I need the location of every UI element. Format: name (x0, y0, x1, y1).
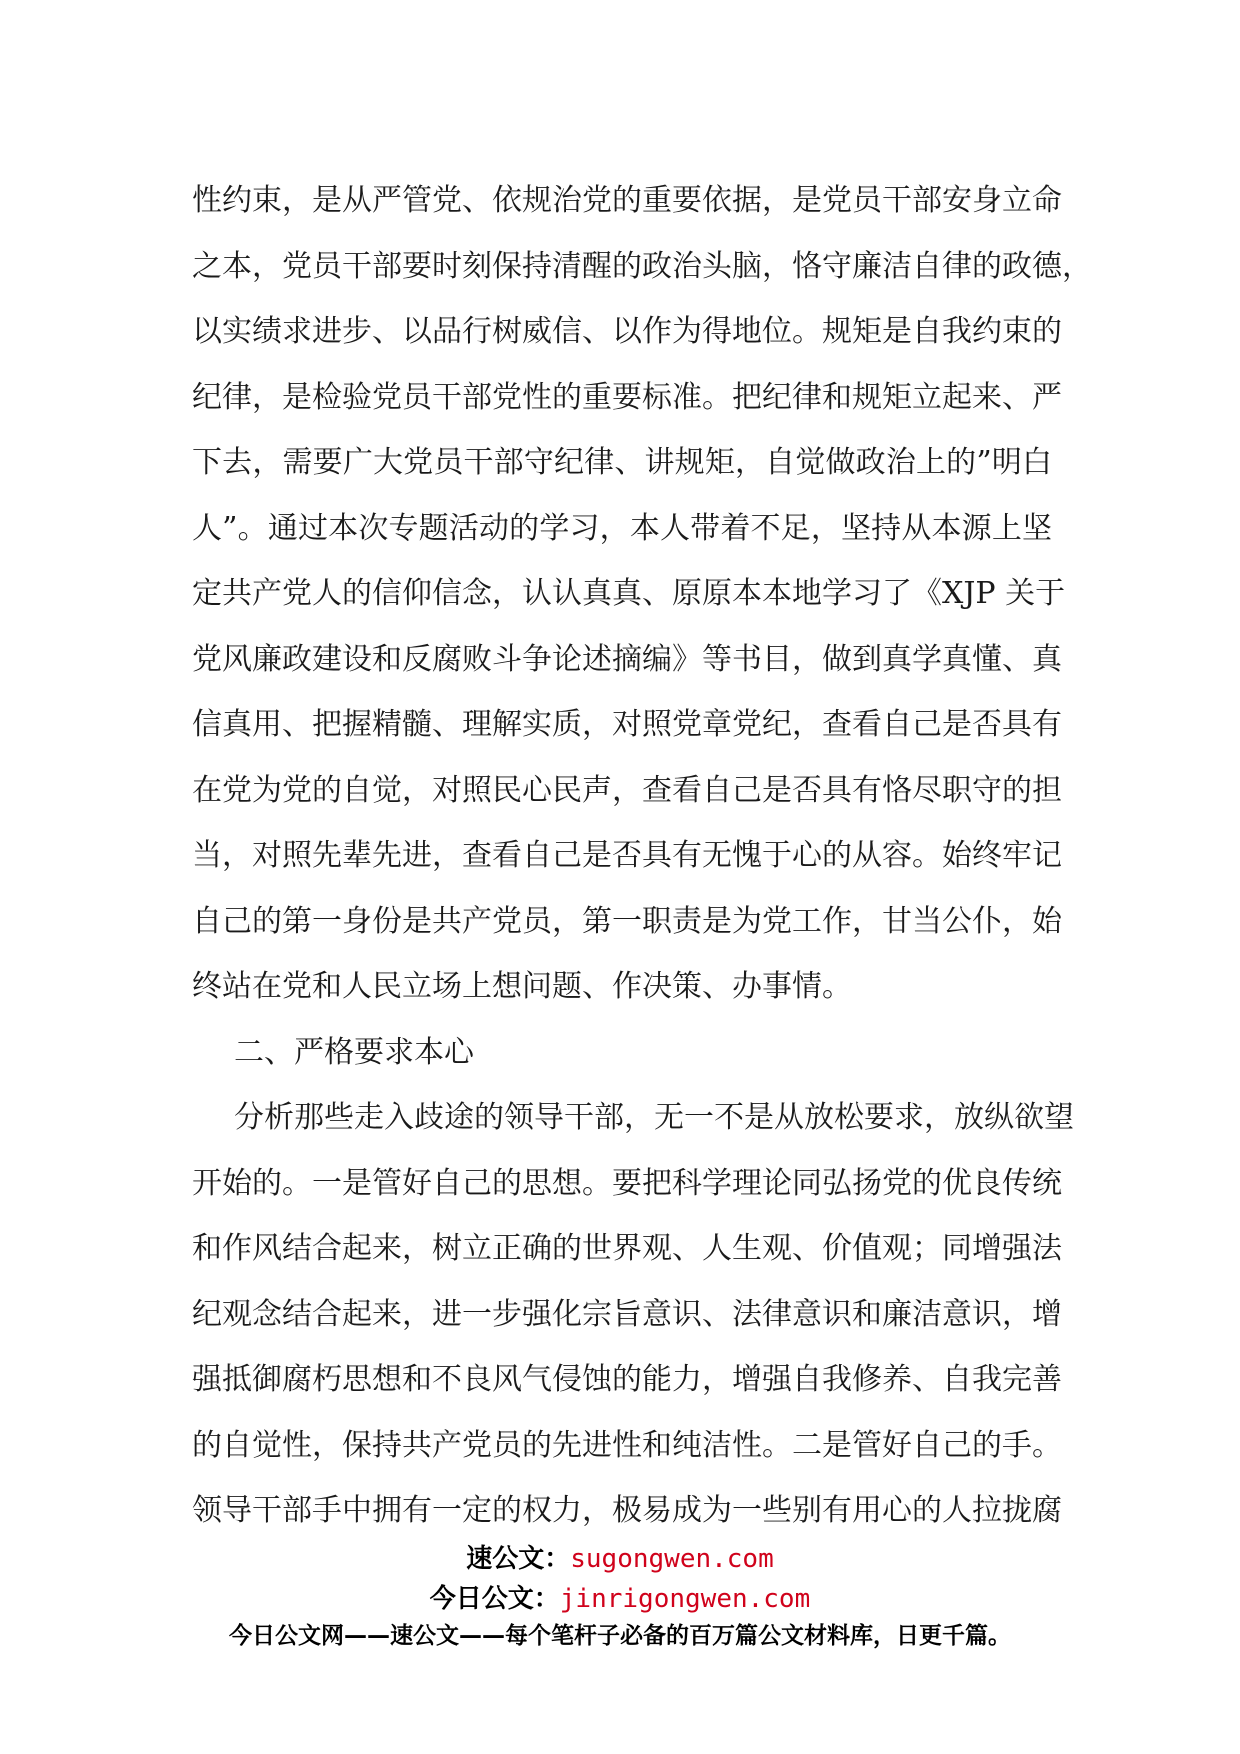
body-line: 纪律，是检验党员干部党性的重要标准。把纪律和规矩立起来、严 (192, 379, 1062, 415)
footer-label-jinrigongwen: 今日公文： (429, 1584, 560, 1614)
footer-slogan: 今日公文网——速公文——每个笔杆子必备的百万篇公文材料库，日更千篇。 (229, 1623, 1011, 1649)
body-line: 当，对照先辈先进，查看自己是否具有无愧于心的从容。始终牢记 (192, 838, 1062, 873)
body-line: 党风廉政建设和反腐败斗争论述摘编》等书目，做到真学真懂、真 (192, 641, 1062, 677)
body-line: 定共产党人的信仰信念，认认真真、原原本本地学习了《XJP 关于 (192, 576, 1066, 611)
body-line: 下去，需要广大党员干部守纪律、讲规矩，自觉做政治上的”明白 (192, 445, 1052, 480)
jinrigongwen-link[interactable]: jinrigongwen.com (559, 1584, 811, 1614)
body-line: 强抵御腐朽思想和不良风气侵蚀的能力，增强自我修养、自我完善 (192, 1362, 1062, 1397)
body-line: 领导干部手中拥有一定的权力，极易成为一些别有用心的人拉拢腐 (192, 1493, 1062, 1528)
footer-jinrigongwen (0, 1582, 1240, 1616)
body-line: 和作风结合起来，树立正确的世界观、人生观、价值观；同增强法 (192, 1231, 1062, 1266)
body-line: 分析那些走入歧途的领导干部，无一不是从放松要求，放纵欲望 (234, 1100, 1074, 1135)
sugongwen-link[interactable]: sugongwen.com (570, 1544, 774, 1574)
document-body (192, 168, 1092, 1544)
body-line: 终站在党和人民立场上想问题、作决策、办事情。 (192, 969, 852, 1004)
body-line: 在党为党的自觉，对照民心民声，查看自己是否具有恪尽职守的担 (192, 772, 1062, 808)
body-line: 以实绩求进步、以品行树威信、以作为得地位。规矩是自我约束的 (192, 314, 1062, 349)
body-line: 开始的。一是管好自己的思想。要把科学理论同弘扬党的优良传统 (192, 1165, 1062, 1201)
section-heading: 二、严格要求本心 (234, 1034, 474, 1070)
footer-label-sugongwen: 速公文： (466, 1544, 571, 1574)
body-line: 信真用、把握精髓、理解实质，对照党章党纪，查看自己是否具有 (192, 707, 1062, 742)
body-line: 之本，党员干部要时刻保持清醒的政治头脑，恪守廉洁自律的政德， (192, 248, 1092, 284)
body-line: 性约束，是从严管党、依规治党的重要依据，是党员干部安身立命 (192, 183, 1062, 218)
footer-sugongwen (0, 1542, 1240, 1576)
body-line: 的自觉性，保持共产党员的先进性和纯洁性。二是管好自己的手。 (192, 1427, 1062, 1463)
body-line: 自己的第一身份是共产党员，第一职责是为党工作，甘当公仆，始 (192, 903, 1062, 939)
body-line: 纪观念结合起来，进一步强化宗旨意识、法律意识和廉洁意识，增 (192, 1296, 1062, 1332)
body-line: 人”。通过本次专题活动的学习，本人带着不足，坚持从本源上坚 (192, 510, 1052, 546)
